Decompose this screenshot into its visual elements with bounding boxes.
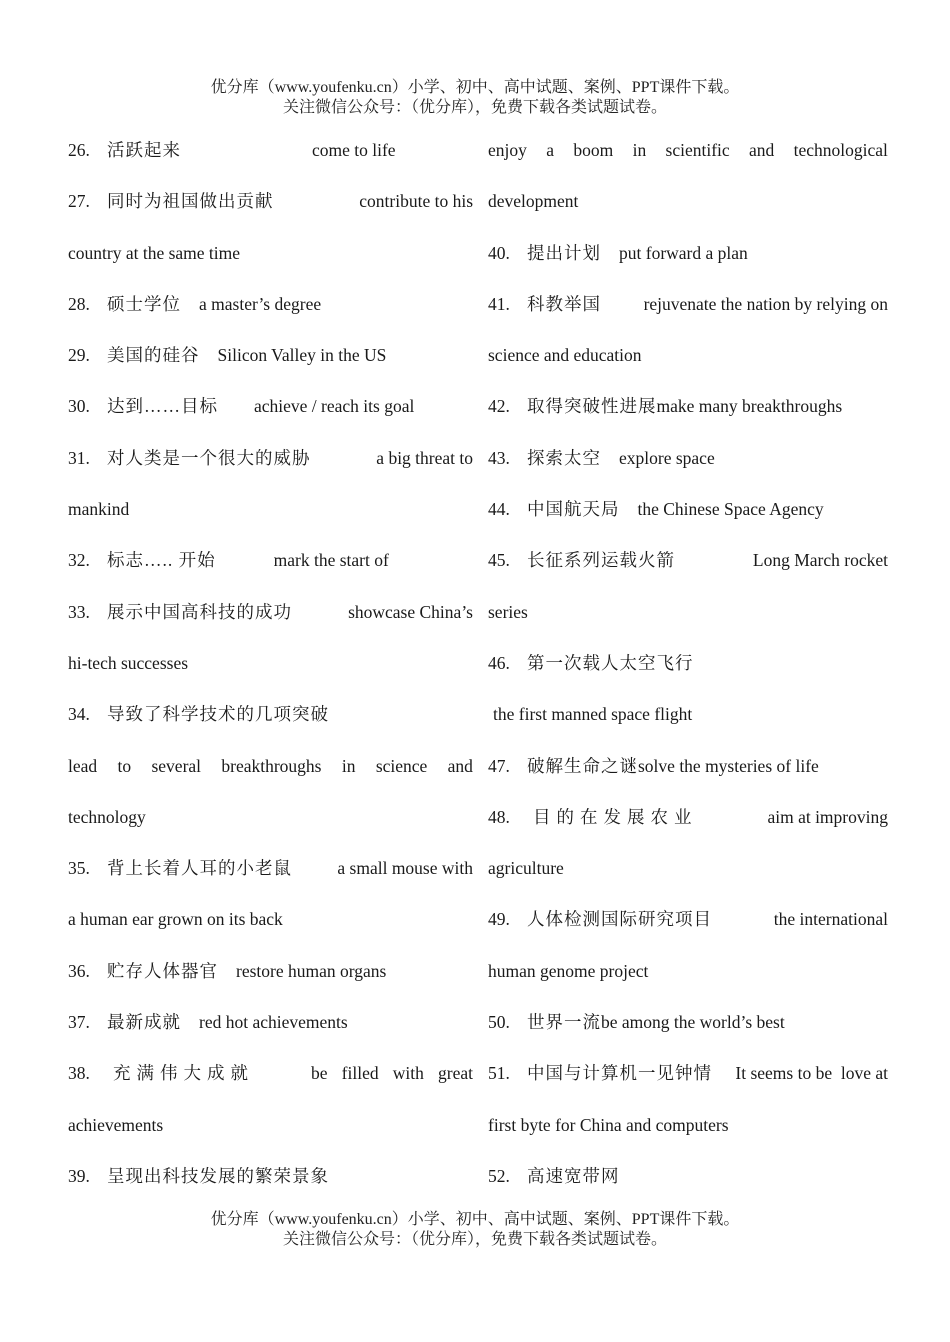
entry-46: 46. 第一次载人太空飞行 xyxy=(488,652,694,673)
entry-27: 27. 同时为祖国做出贡献 contribute to his xyxy=(68,191,473,212)
entry-43: 43. 探索太空 explore space xyxy=(488,447,715,468)
entry-45: 45. 长征系列运载火箭 Long March rocket xyxy=(488,550,888,571)
header-line-1: 优分库（www.youfenku.cn）小学、初中、高中试题、案例、PPT课件下载。 xyxy=(210,79,740,96)
entry-40: 40. 提出计划 put forward a plan xyxy=(488,242,748,263)
entry-30: 30. 达到……目标 achieve / reach its goal xyxy=(68,396,415,417)
entry-34-en: lead to several breakthroughs in science and xyxy=(68,755,473,776)
entry-48-cont: agriculture xyxy=(488,858,564,879)
entry-31-cont: mankind xyxy=(68,499,130,520)
entry-33-cont: hi-tech successes xyxy=(68,652,189,673)
entry-38-cont: achievements xyxy=(68,1114,164,1135)
footer-line-1: 优分库（www.youfenku.cn）小学、初中、高中试题、案例、PPT课件下载。 xyxy=(210,1211,740,1228)
entry-47: 47. 破解生命之谜solve the mysteries of life xyxy=(488,755,819,776)
entry-39: 39. 呈现出科技发展的繁荣景象 xyxy=(68,1165,329,1186)
entry-41-cont: science and education xyxy=(488,345,642,366)
entry-51-cont: first byte for China and computers xyxy=(488,1114,729,1135)
entry-37: 37. 最新成就 red hot achievements xyxy=(68,1012,348,1033)
entry-26: 26. 活跃起来 come to life xyxy=(68,140,396,160)
entry-44: 44. 中国航天局 the Chinese Space Agency xyxy=(488,499,824,520)
entry-39-cont: development xyxy=(488,191,579,212)
page-footer xyxy=(0,1210,950,1250)
header-line-2: 关注微信公众号：（优分库），免费下载各类试题试卷。 xyxy=(282,99,667,116)
entry-51: 51. 中国与计算机一见钟情 It seems to be love at xyxy=(488,1063,888,1084)
entry-38: 38. 充满伟大成就 be filled with great xyxy=(68,1063,473,1084)
entry-34: 34. 导致了科学技术的几项突破 xyxy=(68,704,329,725)
entry-52: 52. 高速宽带网 xyxy=(488,1165,620,1186)
entry-34-cont: technology xyxy=(68,806,146,827)
footer-line-2: 关注微信公众号：（优分库），免费下载各类试题试卷。 xyxy=(282,1231,667,1248)
entry-35: 35. 背上长着人耳的小老鼠 a small mouse with xyxy=(68,858,473,879)
entry-28: 28. 硕士学位 a master’s degree xyxy=(68,293,322,314)
right-column xyxy=(488,125,888,1202)
entry-41: 41. 科教举国 rejuvenate the nation by relying on xyxy=(488,293,888,314)
entry-49: 49. 人体检测国际研究项目 the international xyxy=(488,909,888,930)
entry-46-en: the first manned space flight xyxy=(493,704,693,725)
entry-49-cont: human genome project xyxy=(488,960,649,981)
entry-31: 31. 对人类是一个很大的威胁 a big threat to xyxy=(68,447,473,468)
entry-27-cont: country at the same time xyxy=(68,242,241,263)
entry-39-en: enjoy a boom in scientific and technological xyxy=(488,140,888,160)
entry-48: 48. 目的在发展农业 aim at improving xyxy=(488,806,888,827)
entry-50: 50. 世界一流be among the world’s best xyxy=(488,1012,785,1033)
entry-29: 29. 美国的硅谷 Silicon Valley in the US xyxy=(68,345,387,366)
entry-36: 36. 贮存人体器官 restore human organs xyxy=(68,960,387,981)
entry-33: 33. 展示中国高科技的成功 showcase China’s xyxy=(68,601,473,622)
entry-35-cont: a human ear grown on its back xyxy=(68,909,283,930)
left-column xyxy=(68,125,473,1202)
page-header xyxy=(0,78,950,118)
entry-45-cont: series xyxy=(488,601,528,622)
entry-42: 42. 取得突破性进展make many breakthroughs xyxy=(488,396,843,417)
entry-32: 32. 标志….. 开始 mark the start of xyxy=(68,550,389,571)
